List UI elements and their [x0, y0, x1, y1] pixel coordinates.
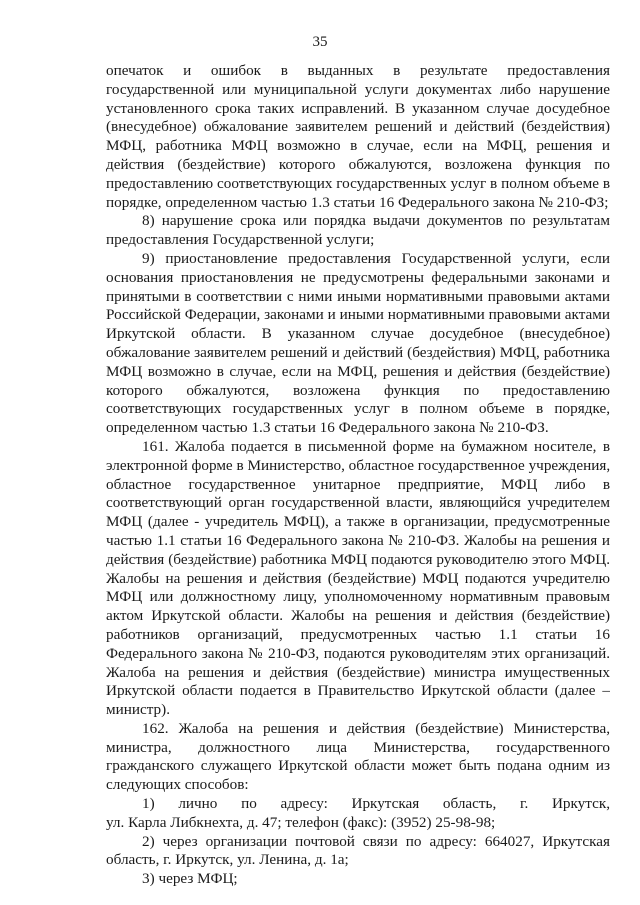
text-line: определенном частью 1.3 статьи 16 Федерального закона № 210-ФЗ. [106, 419, 549, 437]
text-line: 162. Жалоба на решения и действия (бездействие) Министерства, [142, 719, 610, 737]
text-line: ул. Карла Либкнехта, д. 47; телефон (факс): (3952) 25-98-98; [106, 813, 496, 831]
text-line: Федерального закона № 210-ФЗ, подаются руководителям этих организаций. [106, 644, 610, 662]
text-line: действия (бездействие) которого обжалуются, возложена функция по [106, 155, 610, 173]
text-line: частью 1.1 статьи 16 Федерального закона № 210-ФЗ. Жалобы на решения и [106, 531, 610, 549]
text-line: государственной или муниципальной услуги документах либо нарушение [106, 80, 610, 98]
text-line: установленного срока таких исправлений. В указанном случае досудебное [106, 99, 610, 117]
text-line: работников организаций, предусмотренных частью 1.1 статьи 16 [106, 625, 610, 643]
text-line: министра, должностного лица Министерства, государственного [106, 738, 610, 756]
text-line: обжалование заявителем решений и действий (бездействия) МФЦ, работника [106, 343, 610, 361]
text-line: 9) приостановление предоставления Государственной услуги, если [142, 249, 610, 267]
text-line: электронной форме в Министерство, областное государственное учреждения, [106, 456, 610, 474]
text-line: МФЦ (далее - учредитель МФЦ), а также в организации, предусмотренные [106, 513, 610, 531]
text-line: Иркутской области. В указанном случае досудебное (внесудебное) [106, 325, 610, 343]
page-number: 35 [312, 34, 328, 50]
text-line: основания приостановления не предусмотрены федеральными законами и [106, 268, 610, 286]
text-line: министр). [106, 701, 171, 719]
text-line: действия (бездействие) работника МФЦ подаются руководителю этого МФЦ. [106, 550, 610, 568]
text-line: Иркутской области подается в Правительство Иркутской области (далее – [106, 682, 610, 700]
text-line: принятыми в соответствии с ними иными нормативными правовыми актами [106, 287, 610, 305]
text-line: 3) через МФЦ; [142, 870, 238, 888]
text-line: соответствующих государственных услуг в полном объеме в порядке, [106, 400, 610, 418]
text-line: МФЦ возможно в случае, если на МФЦ, решения и действия (бездействие) [106, 362, 610, 380]
text-line: областное государственное унитарное предприятие, МФЦ либо в [106, 475, 610, 493]
text-line: МФЦ, работника МФЦ возможно в случае, если на МФЦ, решения и [106, 137, 610, 155]
text-line: следующих способов: [106, 776, 249, 794]
text-line: предоставления Государственной услуги; [106, 231, 375, 249]
text-line: опечаток и ошибок в выданных в результате предоставления [106, 62, 610, 79]
text-line: МФЦ или должностному лицу, уполномоченному нормативным правовым [106, 588, 610, 606]
text-line: соответствующий орган государственной власти, являющийся учредителем [106, 494, 610, 512]
text-line: область, г. Иркутск, ул. Ленина, д. 1а; [106, 851, 349, 869]
text-line: 161. Жалоба подается в письменной форме на бумажном носителе, в [142, 437, 610, 455]
text-line: гражданского служащего Иркутской области может быть подана одним из [106, 757, 610, 775]
text-line: 2) через организации почтовой связи по адресу: 664027, Иркутская [142, 832, 610, 850]
text-line: (внесудебное) обжалование заявителем решений и действий (бездействия) [106, 118, 610, 136]
document-body [106, 62, 610, 889]
text-line: порядке, определенном частью 1.3 статьи 16 Федерального закона № 210-ФЗ; [106, 193, 609, 211]
text-line: 1) лично по адресу: Иркутская область, г. Иркутск, [142, 795, 610, 813]
text-line: актом Иркутской области. Жалобы на решения и действия (бездействие) [106, 607, 610, 625]
text-line: которого обжалуются, возложена функция по предоставлению [106, 381, 610, 399]
text-line: Российской Федерации, законами и иными нормативными правовыми актами [106, 306, 610, 324]
text-line: Жалобы на решения и действия (бездействие) МФЦ подаются учредителю [106, 569, 610, 587]
text-line: 8) нарушение срока или порядка выдачи документов по результатам [142, 212, 610, 230]
text-line: предоставлению соответствующих государственных услуг в полном объеме в [106, 174, 610, 192]
text-line: Жалоба на решения и действия (бездействие) министра имущественных [106, 663, 610, 681]
